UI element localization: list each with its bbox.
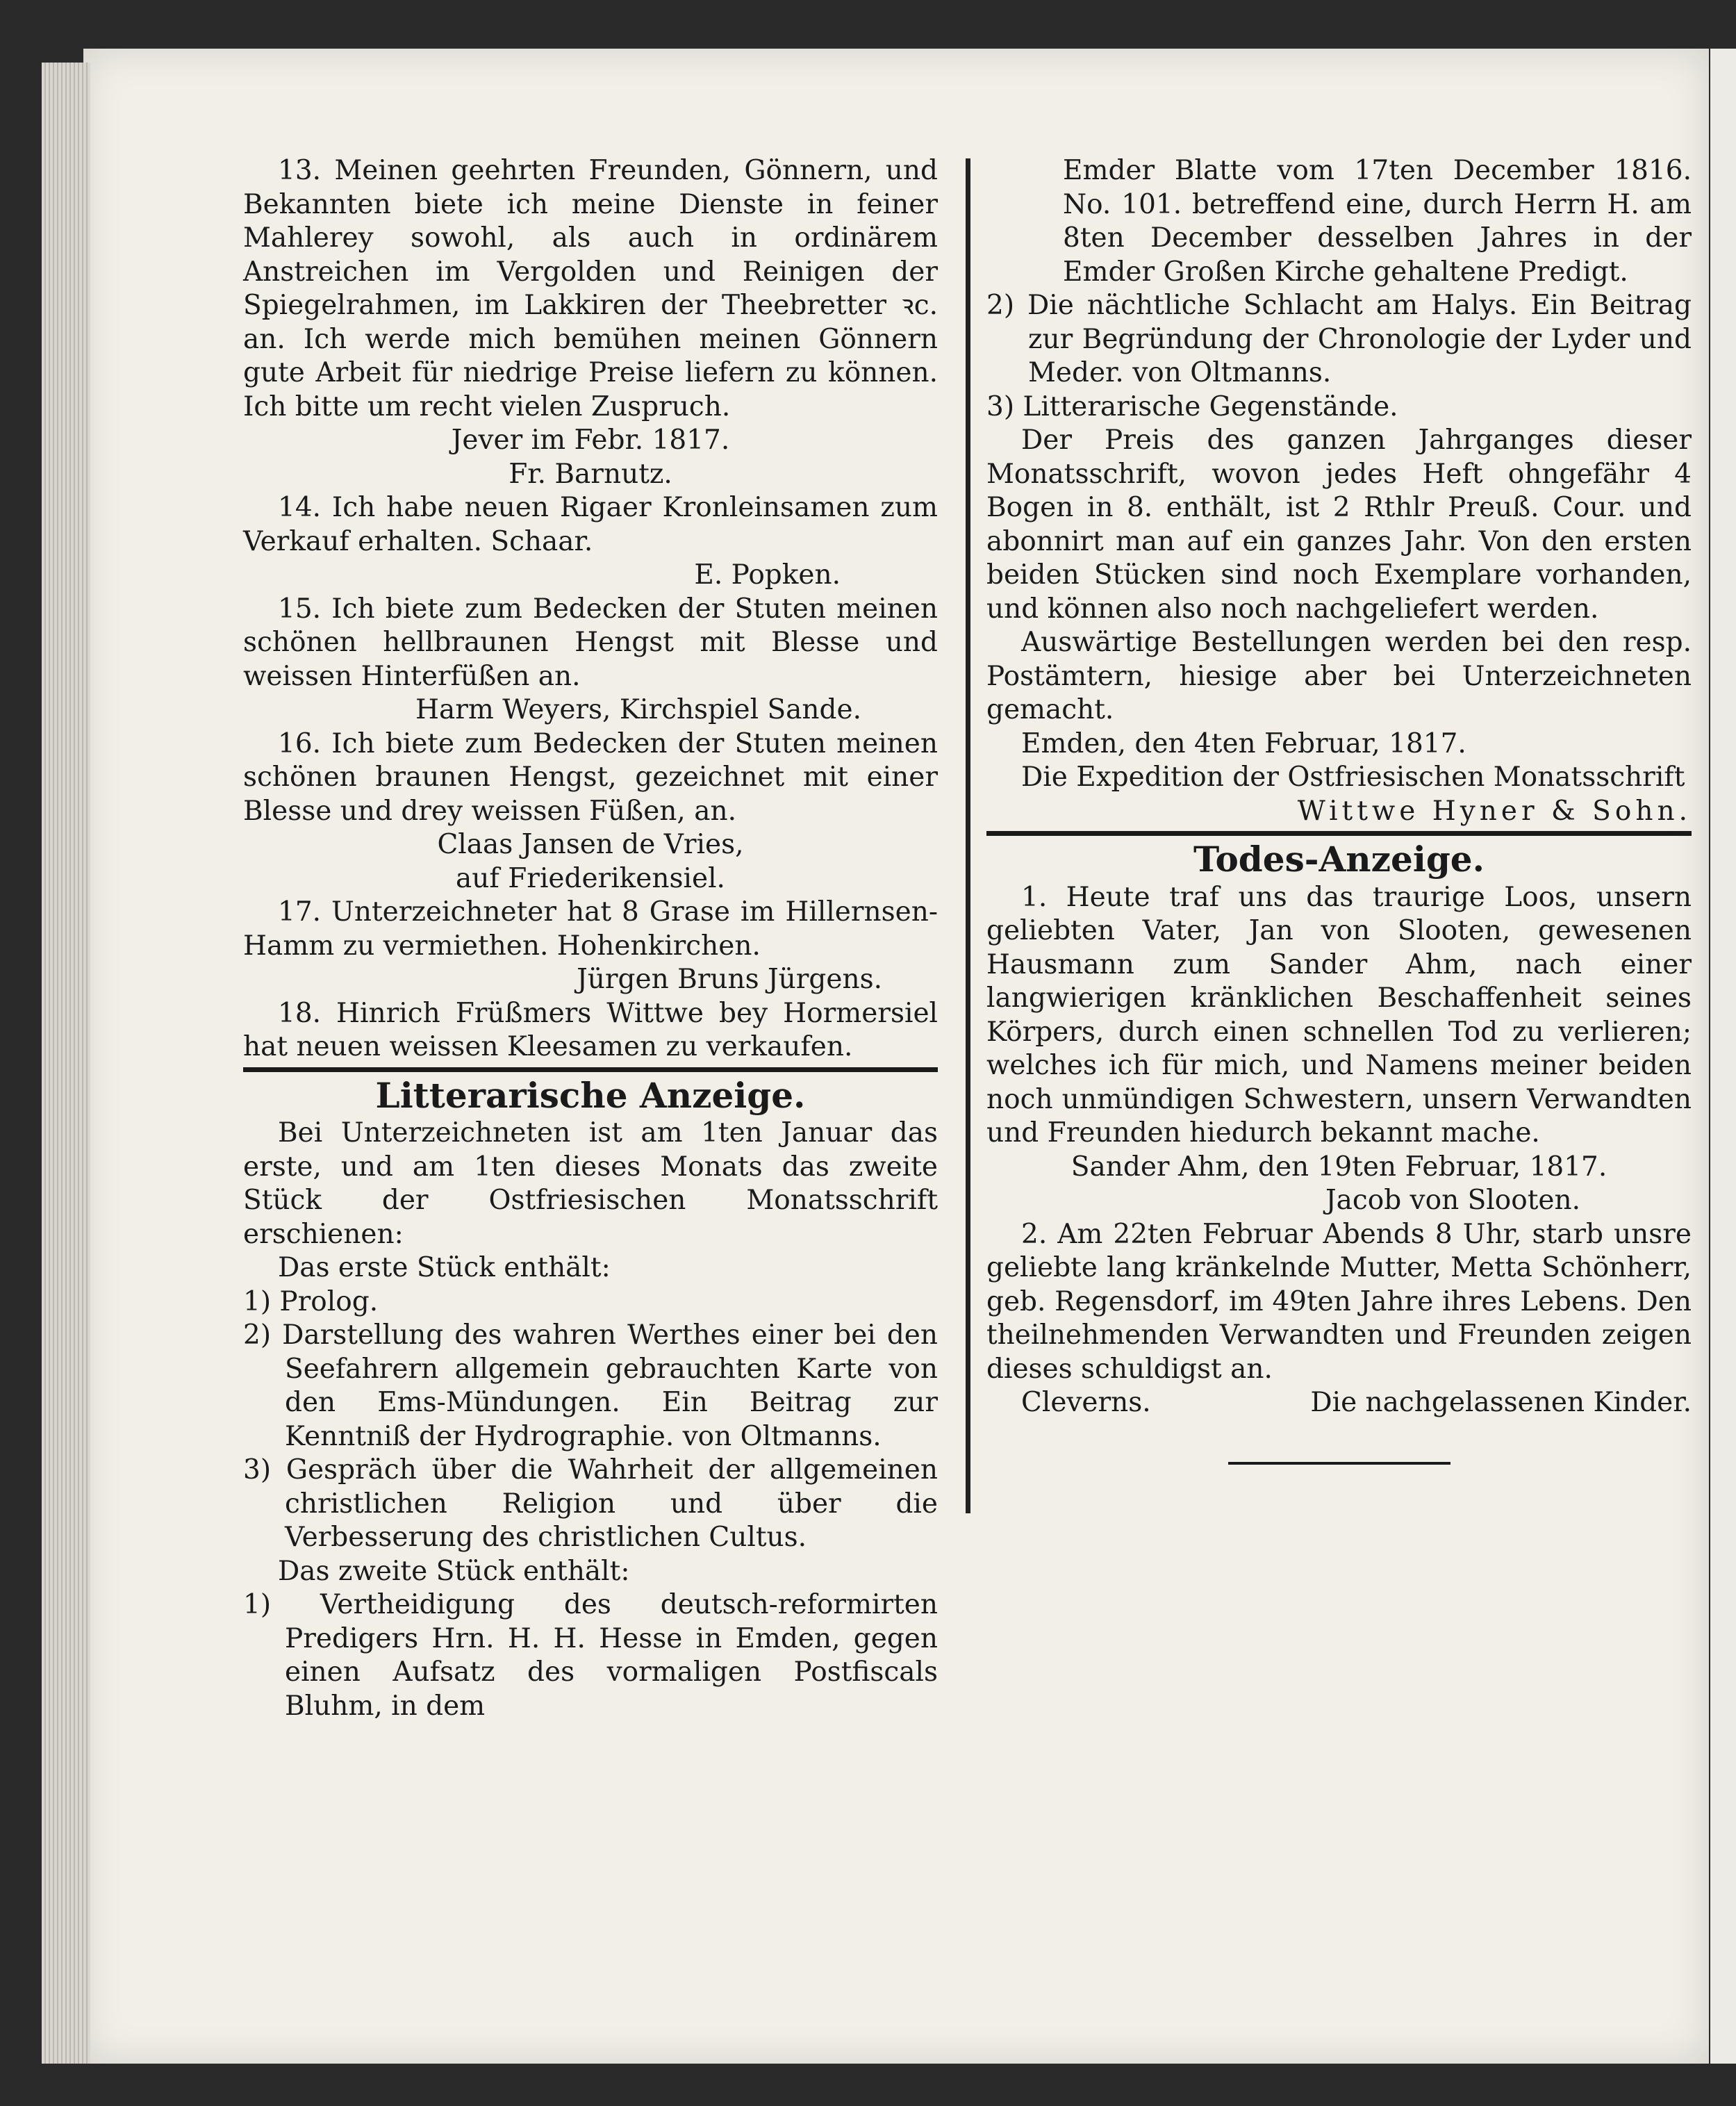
ad-13-place-date: Jever im Febr. 1817. xyxy=(451,425,730,456)
publisher-signature: Wittwe Hyner & Sohn. xyxy=(1297,795,1692,827)
orders-notice: Auswärtige Bestellungen werden bei den resp. Postämtern, hiesige aber bei Unterzeichneten gemacht. xyxy=(986,627,1692,725)
ad-18-text: 18. Hinrich Früßmers Wittwe bey Hormersiel hat neuen weissen Kleesamen zu verkaufen. xyxy=(243,997,938,1062)
death-notice-2: 2. Am 22ten Februar Abends 8 Uhr, starb unsre geliebte lang kränkelnde Mutter, Metta Schönherr, geb. Regensdorf, im 49ten Jahre ihres Lebens. Den theilnehmenden Verwandten und Freunden zeigen dieses schuldigst an. xyxy=(986,1218,1692,1385)
expedition-signature: Die Expedition der Ostfriesischen Monatsschrift xyxy=(1021,762,1685,793)
death-notice-heading: Todes-Anzeige. xyxy=(1193,839,1485,880)
first-piece-label: Das erste Stück enthält: xyxy=(278,1252,611,1283)
first-piece-item-2: 2) Darstellung des wahren Werthes einer bei den Seefahrern allgemein gebrauchten Karte von den Ems-Mündungen. Ein Beitrag zur Kenntniß der Hydrographie. von Oltmanns. xyxy=(243,1319,938,1452)
literary-notice-heading: Litterarische Anzeige. xyxy=(375,1074,806,1116)
ad-16-signature: Claas Jansen de Vries, xyxy=(437,829,744,860)
ad-13-text: 13. Meinen geehrten Freunden, Gönnern, und Bekannten biete ich meine Dienste in feiner Mahlerey sowohl, als auch in ordinärem Anstreichen im Vergolden und Reinigen der Spiegelrahmen, im Lakkiren der Theebretter ꝛc. an. Ich werde mich bemühen meinen Gönnern gute Arbeit für niedrige Preise liefern zu können. Ich bitte um recht vielen Zuspruch. xyxy=(243,155,938,422)
section-rule xyxy=(243,1067,938,1072)
section-rule xyxy=(986,831,1692,836)
death-notice-2-place: Cleverns. xyxy=(1021,1387,1151,1418)
page-margin-strip xyxy=(1710,49,1736,2064)
second-piece-item-2: 2) Die nächtliche Schlacht am Halys. Ein Beitrag zur Begründung der Chronologie der Lyder und Meder. von Oltmanns. xyxy=(986,290,1692,388)
ad-13-signature: Fr. Barnutz. xyxy=(509,458,672,490)
ad-16-text: 16. Ich biete zum Bedecken der Stuten meinen schönen braunen Hengst, gezeichnet mit einer Blesse und drey weissen Füßen, an. xyxy=(243,727,938,827)
second-piece-item-1: 1) Vertheidigung des deutsch-reformirten Predigers Hrn. H. H. Hesse in Emden, gegen einen Aufsatz des vormaligen Postfiscals Bluhm, in dem xyxy=(243,1589,938,1722)
literary-notice-intro: Bei Unterzeichneten ist am 1ten Januar das erste, und am 1ten dieses Monats das zweite Stück der Ostfriesischen Monatsschrift erschienen: xyxy=(243,1117,938,1250)
column-divider xyxy=(966,158,970,1513)
ad-15-signature: Harm Weyers, Kirchspiel Sande. xyxy=(415,694,861,725)
death-notice-2-signature: Die nachgelassenen Kinder. xyxy=(1310,1387,1692,1418)
first-piece-item-1: 1) Prolog. xyxy=(243,1285,379,1317)
first-piece-item-3: 3) Gespräch über die Wahrheit der allgemeinen christlichen Religion und über die Verbesserung des christlichen Cultus. xyxy=(243,1454,938,1553)
right-column xyxy=(986,154,1692,1465)
price-notice: Der Preis des ganzen Jahrganges dieser Monatsschrift, wovon jedes Heft ohngefähr 4 Bogen in 8. enthält, ist 2 Rthlr Preuß. Cour. und abonnirt man auf ein ganzes Jahr. Von den ersten beiden Stücken sind noch Exemplare vorhanden, und können also noch nachgeliefert werden. xyxy=(986,425,1692,625)
second-piece-item-3: 3) Litterarische Gegenstände. xyxy=(986,390,1398,422)
ad-17-text: 17. Unterzeichneter hat 8 Grase im Hillernsen-Hamm zu vermiethen. Hohenkirchen. xyxy=(243,896,938,962)
death-notice-2-signatures xyxy=(986,1386,1692,1420)
closing-rule xyxy=(1228,1462,1450,1465)
death-notice-1-signature: Jacob von Slooten. xyxy=(1325,1185,1580,1216)
emden-place-date: Emden, den 4ten Februar, 1817. xyxy=(1021,727,1466,759)
ad-14-text: 14. Ich habe neuen Rigaer Kronleinsamen zum Verkauf erhalten. Schaar. xyxy=(243,492,938,557)
death-notice-1: 1. Heute traf uns das traurige Loos, unsern geliebten Vater, Jan von Slooten, gewesenen Hausmann zum Sander Ahm, nach einer langwierigen kränklichen Beschaffenheit seines Körpers, durch einen schnellen Tod zu verlieren; welches ich für mich, und Namens meiner beiden noch unmündigen Schwestern, unsern Verwandten und Freunden hiedurch bekannt mache. xyxy=(986,881,1692,1149)
left-column xyxy=(243,154,938,1723)
ad-15-text: 15. Ich biete zum Bedecken der Stuten meinen schönen hellbraunen Hengst mit Blesse und weissen Hinterfüßen an. xyxy=(243,593,938,692)
ad-17-signature: Jürgen Bruns Jürgens. xyxy=(577,964,882,995)
death-notice-1-place-date: Sander Ahm, den 19ten Februar, 1817. xyxy=(1070,1151,1607,1183)
ad-16-place: auf Friederikensiel. xyxy=(456,862,725,894)
page-stack-edge xyxy=(42,63,90,2064)
ad-14-signature: E. Popken. xyxy=(694,559,841,591)
second-piece-label: Das zweite Stück enthält: xyxy=(278,1555,630,1587)
continued-text: Emder Blatte vom 17ten December 1816. No. 101. betreffend eine, durch Herrn H. am 8ten December desselben Jahres in der Emder Großen Kirche gehaltene Predigt. xyxy=(1063,155,1692,288)
